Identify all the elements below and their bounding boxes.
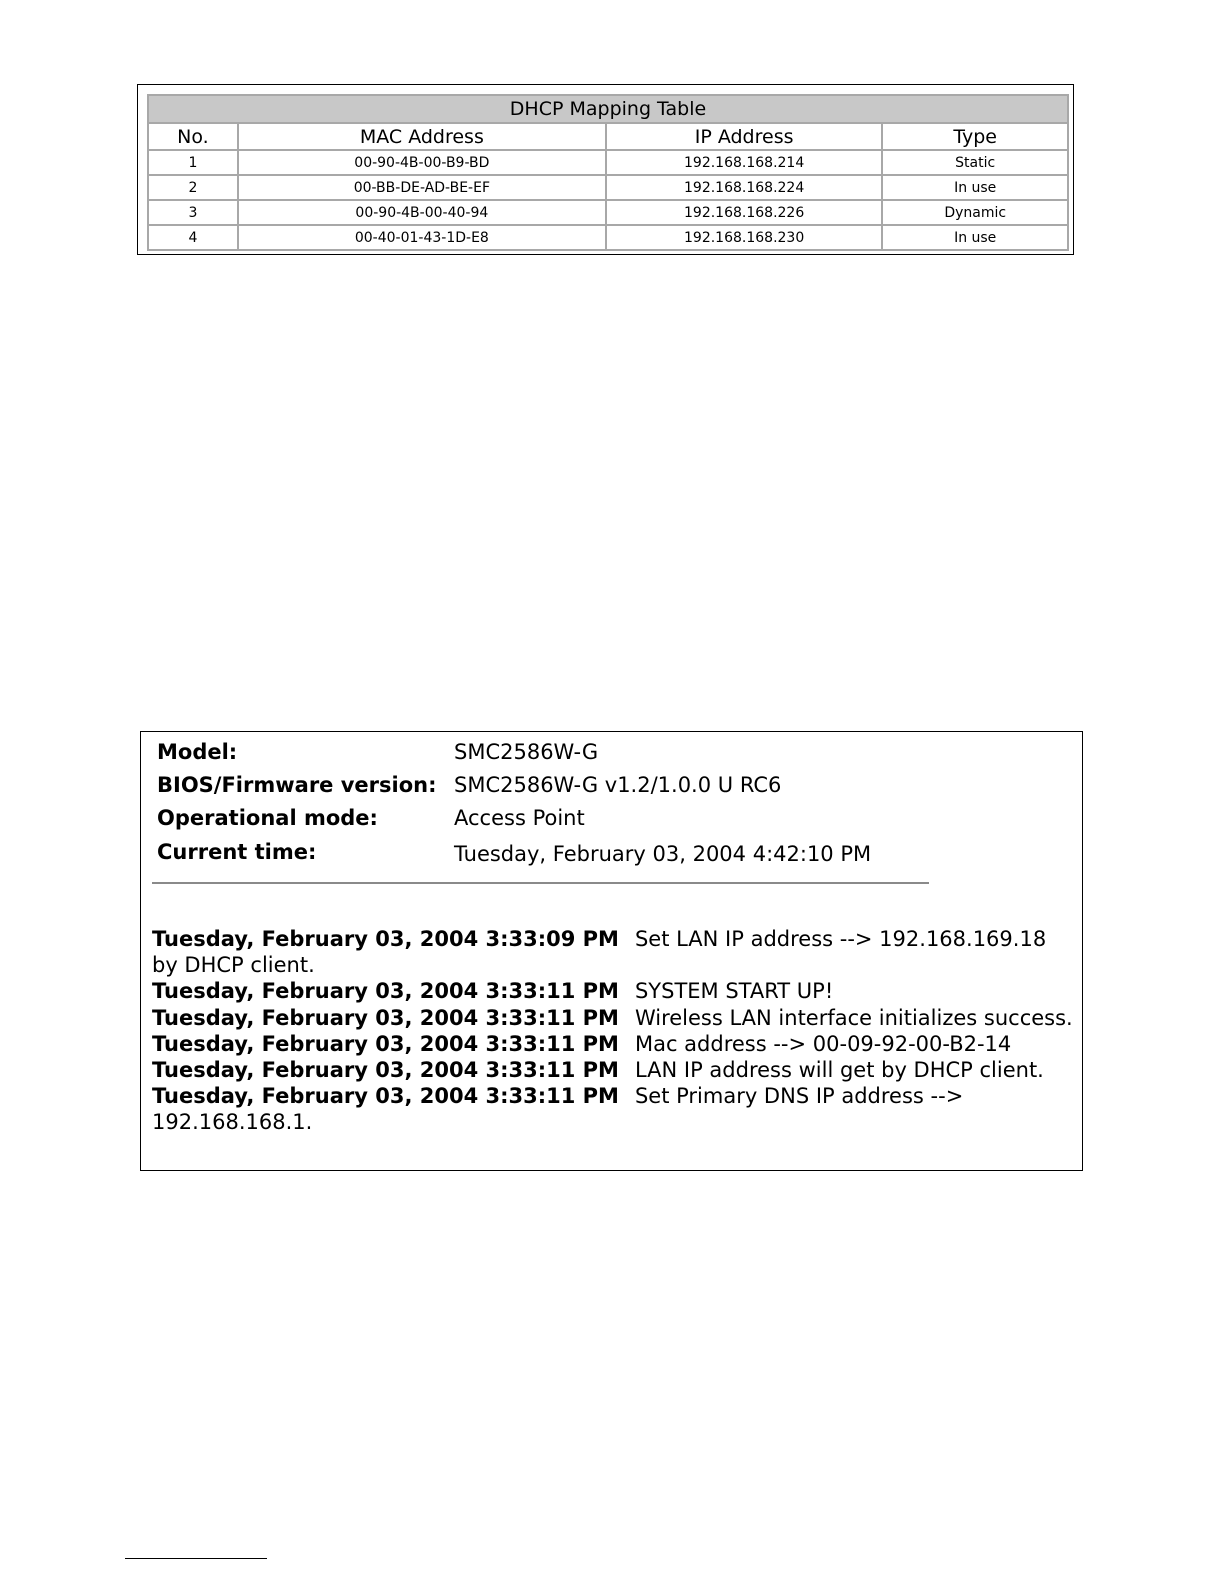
status-log-panel bbox=[140, 731, 1083, 1171]
log-time: Tuesday, February 03, 2004 3:33:11 PM bbox=[152, 1058, 619, 1083]
cell-ip-address: 192.168.168.214 bbox=[606, 150, 883, 175]
cell-type: In use bbox=[882, 175, 1068, 200]
cell-ip-address: 192.168.168.224 bbox=[606, 175, 883, 200]
cell-no: 2 bbox=[148, 175, 238, 200]
footnote-rule bbox=[125, 1558, 267, 1559]
cell-type: Dynamic bbox=[882, 200, 1068, 225]
cell-mac-address: 00-40-01-43-1D-E8 bbox=[238, 225, 606, 250]
info-value: SMC2586W-G v1.2/1.0.0 U RC6 bbox=[454, 773, 782, 797]
info-label: Operational mode: bbox=[157, 806, 378, 830]
info-value: SMC2586W-G bbox=[454, 740, 599, 764]
cell-mac-address: 00-90-4B-00-B9-BD bbox=[238, 150, 606, 175]
info-value: Access Point bbox=[454, 806, 585, 830]
log-message: LAN IP address will get by DHCP client. bbox=[634, 1058, 1044, 1083]
cell-no: 4 bbox=[148, 225, 238, 250]
log-entry bbox=[152, 926, 1077, 978]
cell-mac-address: 00-90-4B-00-40-94 bbox=[238, 200, 606, 225]
cell-no: 1 bbox=[148, 150, 238, 175]
log-message: Set Primary DNS IP address --> 192.168.168.1. bbox=[152, 1084, 964, 1135]
table-row bbox=[148, 200, 1068, 225]
column-header-mac-address: MAC Address bbox=[238, 123, 606, 150]
info-value: Tuesday, February 03, 2004 4:42:10 PM bbox=[454, 842, 872, 866]
cell-ip-address: 192.168.168.226 bbox=[606, 200, 883, 225]
log-entry bbox=[152, 978, 1077, 1004]
log-entry bbox=[152, 1031, 1077, 1057]
cell-ip-address: 192.168.168.230 bbox=[606, 225, 883, 250]
column-header-ip-address: IP Address bbox=[606, 123, 883, 150]
log-message: Set LAN IP address --> 192.168.169.18 by DHCP client. bbox=[152, 927, 1047, 978]
cell-mac-address: 00-BB-DE-AD-BE-EF bbox=[238, 175, 606, 200]
info-label: Current time: bbox=[157, 840, 317, 864]
log-entry bbox=[152, 1083, 1077, 1135]
log-time: Tuesday, February 03, 2004 3:33:09 PM bbox=[152, 927, 619, 951]
table-title: DHCP Mapping Table bbox=[148, 95, 1068, 123]
table-header-row bbox=[148, 123, 1068, 150]
cell-no: 3 bbox=[148, 200, 238, 225]
system-log bbox=[152, 926, 1077, 1136]
dhcp-mapping-panel bbox=[137, 84, 1074, 255]
log-message: SYSTEM START UP! bbox=[634, 979, 834, 1004]
log-time: Tuesday, February 03, 2004 3:33:11 PM bbox=[152, 1005, 619, 1030]
log-entry bbox=[152, 1057, 1077, 1083]
column-header-type: Type bbox=[882, 123, 1068, 150]
table-row bbox=[148, 225, 1068, 250]
log-time: Tuesday, February 03, 2004 3:33:11 PM bbox=[152, 979, 619, 1004]
log-message: Mac address --> 00-09-92-00-B2-14 bbox=[634, 1031, 1012, 1056]
info-label: Model: bbox=[157, 740, 238, 764]
log-entry bbox=[152, 1005, 1077, 1031]
log-message: Wireless LAN interface initializes success. bbox=[634, 1005, 1073, 1030]
table-row bbox=[148, 150, 1068, 175]
log-time: Tuesday, February 03, 2004 3:33:11 PM bbox=[152, 1084, 619, 1109]
cell-type: Static bbox=[882, 150, 1068, 175]
info-label: BIOS/Firmware version: bbox=[157, 773, 437, 797]
divider bbox=[152, 882, 929, 884]
dhcp-mapping-table bbox=[147, 94, 1069, 251]
cell-type: In use bbox=[882, 225, 1068, 250]
table-row bbox=[148, 175, 1068, 200]
column-header-no: No. bbox=[148, 123, 238, 150]
log-time: Tuesday, February 03, 2004 3:33:11 PM bbox=[152, 1031, 619, 1056]
